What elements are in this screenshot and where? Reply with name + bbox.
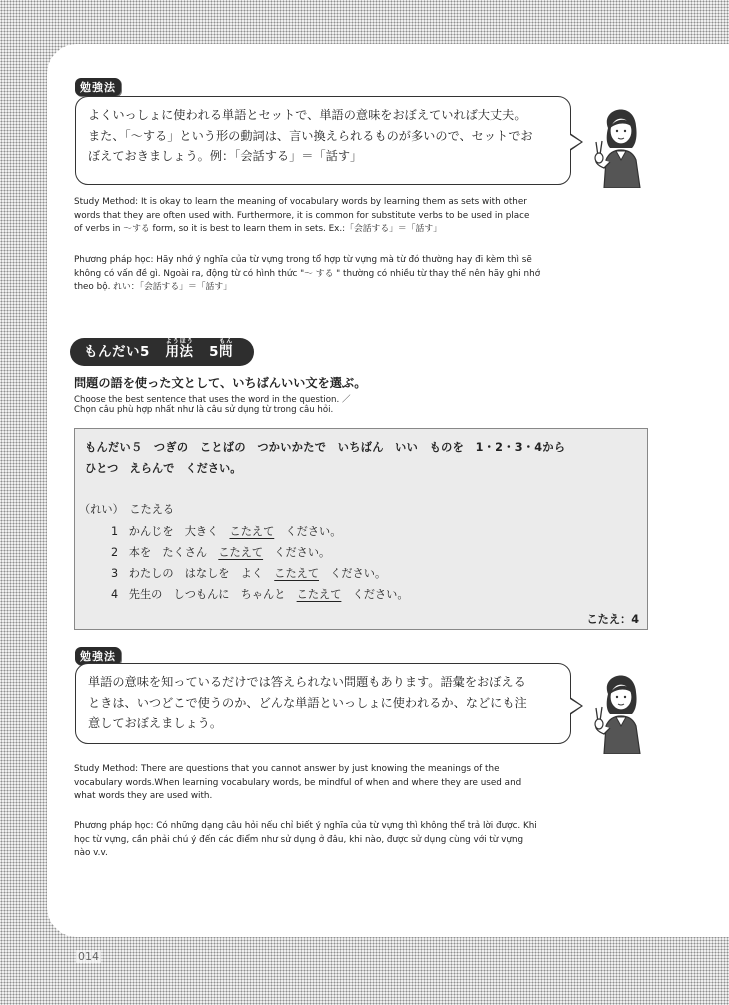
teacher-illustration <box>590 98 650 188</box>
page-number: 014 <box>78 950 99 963</box>
english-explanation <box>74 763 652 804</box>
text-line: of verbs in ～する form, so it is best to learn them in sets. Ex.:「会話する」＝「話す」 <box>74 224 442 235</box>
pill-word-ruby: ようほう <box>165 338 194 345</box>
teacher-illustration <box>590 664 650 754</box>
tip-line: 意しておぼえましょう。 <box>88 716 223 730</box>
vietnamese-explanation <box>74 820 652 861</box>
question-box <box>74 428 648 630</box>
pill-q: 問 <box>219 344 234 360</box>
text-line: words that they are often used with. Furthermore, it is common for substitute verbs to be used in place <box>74 210 530 221</box>
option-1 <box>111 523 341 539</box>
text-line: what words they are used with. <box>74 791 213 802</box>
text-line: học từ vựng, cần phải chú ý đến các điểm như sử dụng ở đâu, khi nào, được sử dụng cùng với từ vựng <box>74 834 524 845</box>
text-line: theo bộ. れい：「会話する」＝「話す」 <box>74 282 232 293</box>
option-number: 1 <box>111 525 119 538</box>
option-target-word: こたえて <box>296 588 342 601</box>
pill-count: 5 <box>209 344 220 360</box>
text-line: Study Method: It is okay to learn the meaning of vocabulary words by learning them as sets with other <box>74 197 527 207</box>
tip-line: ぼえておきましょう。例：「会話する」＝「話す」 <box>88 149 363 163</box>
question-instruction: もんだい５ つぎの ことばの つかいかたで いちばん いい ものを 1・2・3・4から <box>85 441 566 454</box>
study-method-tag: 勉強法 <box>75 647 121 665</box>
section-pill <box>70 338 254 366</box>
answer-label: こたえ：4 <box>586 613 639 626</box>
study-method-tag: 勉強法 <box>75 78 121 96</box>
tip-line: また、「～する」という形の動詞は、言い換えられるものが多いので、セットでお <box>88 128 533 143</box>
option-text: ください。 <box>263 546 331 559</box>
text-line: không có vấn đề gì. Ngoài ra, động từ có hình thức "～ する " thường có nhiều từ thay thế nên hãy ghi nhớ <box>74 268 541 279</box>
question-instruction-2: ひとつ えらんで ください。 <box>85 462 242 475</box>
option-target-word: こたえて <box>229 525 275 538</box>
option-2 <box>111 544 330 560</box>
option-3 <box>111 565 386 581</box>
tip-line: よくいっしょに使われる単語とセットで、単語の意味をおぼえていれば大丈夫。 <box>88 108 527 122</box>
text-line: nào v.v. <box>74 848 108 859</box>
text-line: Phương pháp học: Hãy nhớ ý nghĩa của từ vựng trong tổ hợp từ vựng mà từ đó thường hay đi kèm thì sẽ <box>74 255 532 265</box>
tip-line: 単語の意味を知っているだけでは答えられない問題もあります。語彙をおぼえる <box>88 675 526 689</box>
section-heading: 問題の語を使った文として、いちばんいい文を選ぶ。 <box>74 376 367 390</box>
vietnamese-explanation <box>74 254 652 295</box>
section-sub-vi: Chọn câu phù hợp nhất như là câu sử dụng từ trong câu hỏi. <box>74 405 334 415</box>
text-line: vocabulary words.When learning vocabulary words, be mindful of when and where they are used and <box>74 777 522 788</box>
pill-word: 用法 <box>165 344 194 360</box>
option-text: ください。 <box>319 567 387 580</box>
tip-speech-bubble <box>75 663 571 744</box>
text-line: Phương pháp học: Có những dạng câu hỏi nếu chỉ biết ý nghĩa của từ vựng thì không thể trả lời được. Khi <box>74 821 537 831</box>
option-text: ください。 <box>341 588 409 601</box>
section-sub-en: Choose the best sentence that uses the word in the question. ／ <box>74 395 351 405</box>
english-explanation <box>74 196 652 237</box>
text-line: Study Method: There are questions that you cannot answer by just knowing the meanings of the <box>74 764 500 774</box>
option-target-word: こたえて <box>274 567 320 580</box>
option-text: ください。 <box>274 525 342 538</box>
option-target-word: こたえて <box>218 546 264 559</box>
option-number: 4 <box>111 588 119 601</box>
option-text: かんじを 大きく <box>128 525 230 538</box>
option-text: わたしの はなしを よく <box>128 567 275 580</box>
pill-q-ruby: もん <box>219 338 234 345</box>
example-label: （れい） こたえる <box>79 503 175 516</box>
option-text: 本を たくさん <box>128 546 219 559</box>
option-4 <box>111 586 409 602</box>
pill-prefix: もんだい5 <box>84 344 150 360</box>
tip-speech-bubble <box>75 96 571 185</box>
tip-line: ときは、いつどこで使うのか、どんな単語といっしょに使われるか、などにも注 <box>88 695 527 710</box>
option-text: 先生の しつもんに ちゃんと <box>128 588 297 601</box>
option-number: 2 <box>111 546 119 559</box>
option-number: 3 <box>111 567 119 580</box>
